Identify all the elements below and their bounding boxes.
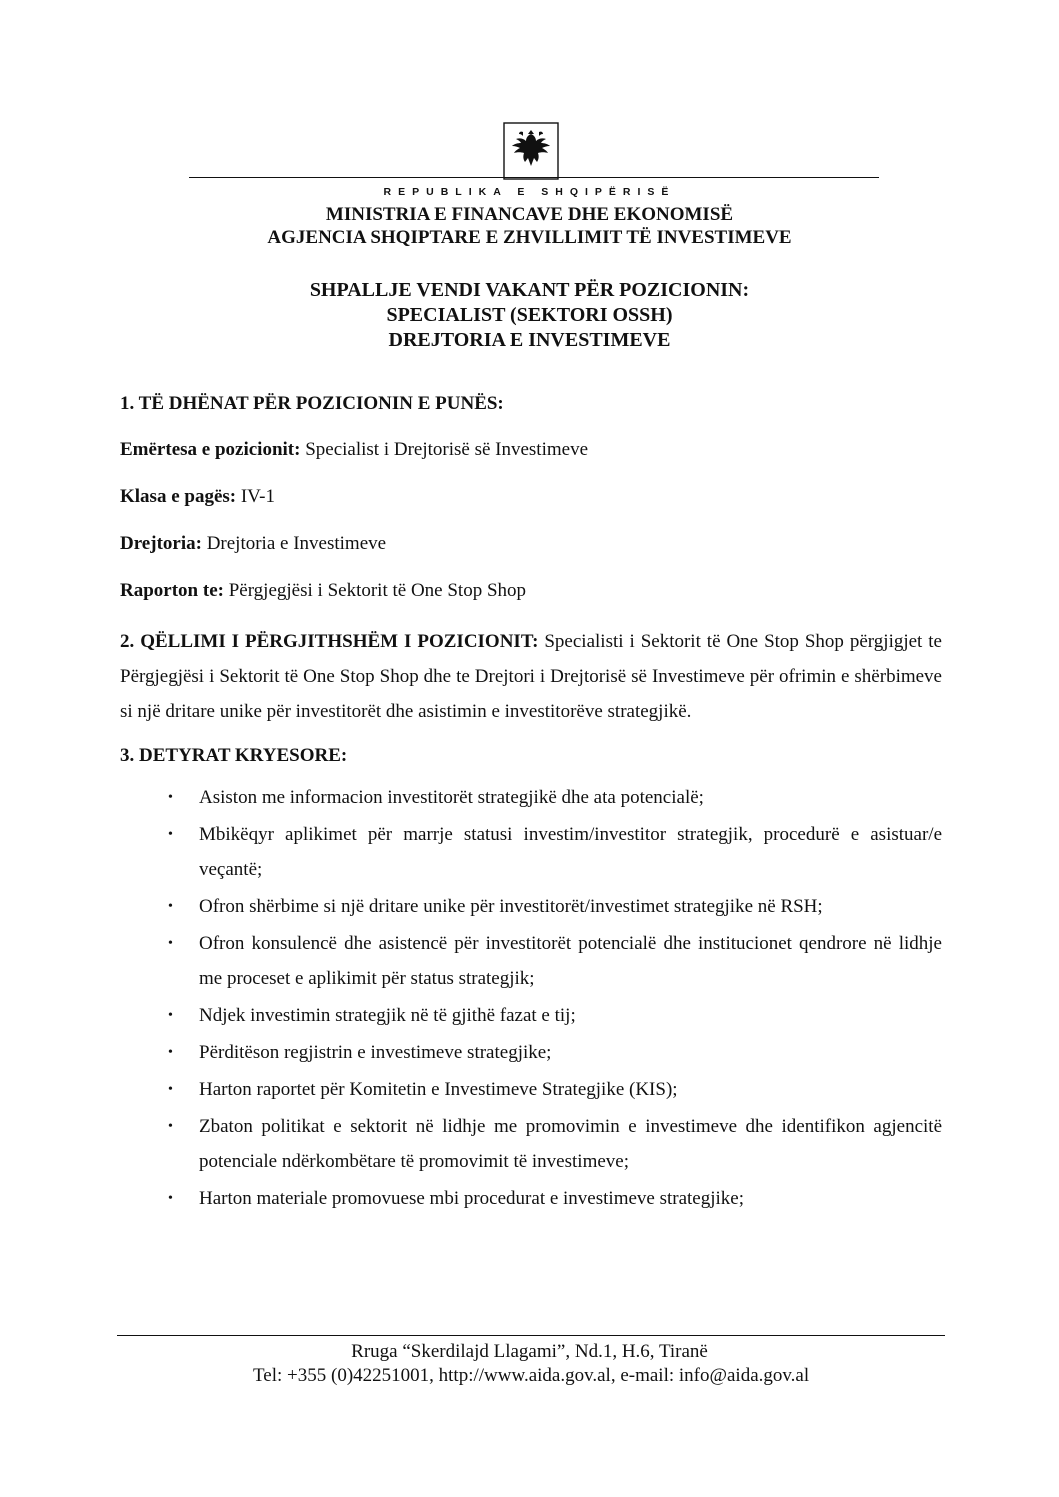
document-body	[120, 390, 942, 1218]
duty-text: Asiston me informacion investitorët strategjikë dhe ata potencialë;	[199, 787, 704, 808]
title-line: DREJTORIA E INVESTIMEVE	[388, 329, 671, 351]
list-item	[120, 1109, 942, 1179]
bullet-icon: •	[168, 1082, 173, 1097]
bullet-icon: •	[168, 899, 173, 914]
directorate-field	[120, 530, 942, 558]
list-item	[120, 1181, 942, 1216]
duty-text: Zbaton politikat e sektorit në lidhje me promovimin e investimeve dhe identifikon agjencitë potenciale ndërkombëtare të promovimit të investimeve;	[199, 1116, 942, 1172]
title-line: SPECIALIST (SEKTORI OSSH)	[386, 304, 673, 326]
section-2-heading: 2. QËLLIMI I PËRGJITHSHËM I POZICIONIT:	[120, 631, 539, 652]
bullet-icon: •	[168, 1191, 173, 1206]
field-value: IV-1	[236, 486, 275, 507]
list-item	[120, 1072, 942, 1107]
footer-contact: Tel: +355 (0)42251001, http://www.aida.gov.al, e-mail: info@aida.gov.al	[253, 1365, 810, 1386]
list-item	[120, 1035, 942, 1070]
bullet-icon: •	[168, 790, 173, 805]
position-name-field	[120, 436, 942, 464]
footer-address: Rruga “Skerdilajd Llagami”, Nd.1, H.6, Tiranë	[351, 1341, 708, 1362]
field-label: Raporton te:	[120, 580, 224, 601]
albanian-double-headed-eagle-icon	[502, 122, 560, 180]
list-item	[120, 926, 942, 996]
duty-text: Harton materiale promovuese mbi procedurat e investimeve strategjike;	[199, 1188, 744, 1209]
purpose-text: Specialisti i Sektorit të One Stop Shop përgjigjet te Përgjegjësi i Sektorit të One Stop Shop dhe te Drejtori i Drejtorisë së Investimeve për ofrimin e shërbimeve si një dritare unike për investitorët dhe asistimin e investitorëve strategjikë.	[120, 631, 942, 722]
duty-text: Ndjek investimin strategjik në të gjithë fazat e tij;	[199, 1005, 576, 1026]
republic-label: REPUBLIKA E SHQIPËRISË	[383, 186, 676, 198]
pay-class-field	[120, 483, 942, 511]
field-label: Drejtoria:	[120, 533, 202, 554]
field-value: Drejtoria e Investimeve	[201, 533, 387, 554]
list-item	[120, 998, 942, 1033]
duty-text: Ofron konsulencë dhe asistencë për investitorët potencialë dhe institucionet qendrore në lidhje me proceset e aplikimit për status strategjik;	[199, 933, 942, 989]
bullet-icon: •	[168, 1008, 173, 1023]
field-value: Specialist i Drejtorisë së Investimeve	[300, 439, 589, 460]
section-3-heading: 3. DETYRAT KRYESORE:	[120, 745, 348, 766]
list-item	[120, 889, 942, 924]
list-item	[120, 817, 942, 887]
footer-divider	[117, 1335, 945, 1336]
ministry-name: MINISTRIA E FINANCAVE DHE EKONOMISË	[325, 204, 734, 225]
institution-heading	[0, 203, 1059, 249]
announcement-title	[0, 278, 1059, 353]
bullet-icon: •	[168, 827, 173, 842]
bullet-icon: •	[168, 1119, 173, 1134]
section-1-heading: 1. TË DHËNAT PËR POZICIONIN E PUNËS:	[120, 393, 504, 414]
list-item	[120, 780, 942, 815]
duty-text: Ofron shërbime si një dritare unike për investitorët/investimet strategjike në RSH;	[199, 896, 823, 917]
title-line: SHPALLJE VENDI VAKANT PËR POZICIONIN:	[309, 279, 750, 301]
reports-to-field	[120, 577, 942, 605]
bullet-icon: •	[168, 1045, 173, 1060]
duty-text: Harton raportet për Komitetin e Investimeve Strategjike (KIS);	[199, 1079, 678, 1100]
header-divider	[189, 177, 879, 178]
field-label: Klasa e pagës:	[120, 486, 237, 507]
agency-name: AGJENCIA SHQIPTARE E ZHVILLIMIT TË INVESTIMEVE	[267, 227, 792, 248]
bullet-icon: •	[168, 936, 173, 951]
duty-text: Mbikëqyr aplikimet për marrje statusi investim/investitor strategjik, procedurë e asistuar/e veçantë;	[199, 824, 942, 880]
section-2-purpose	[120, 624, 942, 729]
duties-list	[120, 780, 942, 1216]
field-label: Emërtesa e pozicionit:	[120, 439, 301, 460]
field-value: Përgjegjësi i Sektorit të One Stop Shop	[223, 580, 527, 601]
duty-text: Përditëson regjistrin e investimeve strategjike;	[199, 1042, 552, 1063]
